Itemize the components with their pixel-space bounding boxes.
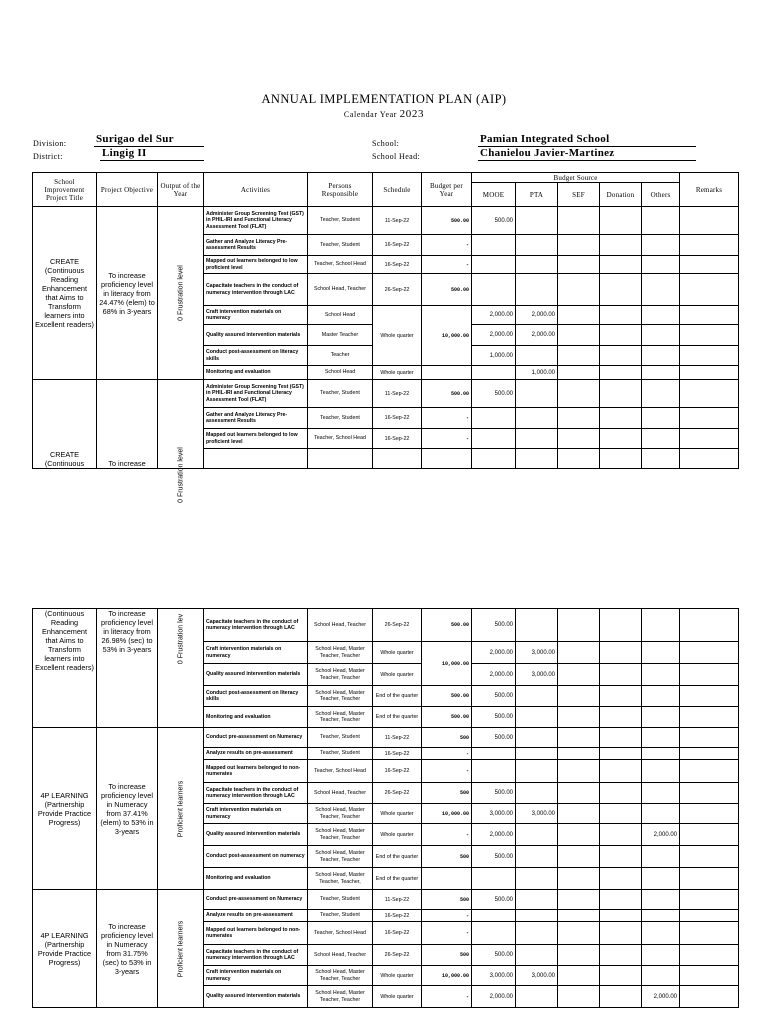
budget: 500.00 (422, 686, 472, 707)
project-output (158, 890, 204, 1008)
output-text: 0 Frustration level (177, 447, 184, 503)
persons: School Head, Teacher (308, 274, 373, 306)
schedule: 16-Sep-22 (373, 429, 422, 449)
budget: - (422, 760, 472, 783)
project-output (158, 380, 204, 503)
budget: 500.00 (422, 274, 472, 306)
project-title: 4P LEARNING (Partnership Provide Practice Progress) (33, 890, 97, 1008)
pta (516, 207, 558, 235)
table-row (33, 890, 739, 910)
pta (516, 824, 558, 846)
budget: - (422, 429, 472, 449)
pta: 3,000.00 (516, 664, 558, 686)
activity: Conduct pre-assessment on Numeracy (204, 728, 308, 748)
budget: 10,000.00 (422, 804, 472, 824)
col-remarks: Remarks (680, 173, 739, 207)
others (642, 890, 680, 910)
col-output: Output of the Year (158, 173, 204, 207)
mooe (472, 366, 516, 380)
schedule: 16-Sep-22 (373, 256, 422, 274)
school-label: School: (372, 139, 400, 148)
mooe: 500.00 (472, 945, 516, 966)
col-budget: Budget per Year (422, 173, 472, 207)
mooe (472, 748, 516, 760)
pta (516, 609, 558, 642)
persons: School Head, Master Teacher, Teacher (308, 824, 373, 846)
mooe: 500.00 (472, 783, 516, 804)
budget: - (422, 910, 472, 922)
schedule: 11-Sep-22 (373, 890, 422, 910)
col-persons: Persons Responsible (308, 173, 373, 207)
others (642, 760, 680, 783)
budget: 500 (422, 783, 472, 804)
activity: Craft intervention materials on numeracy (204, 306, 308, 325)
mooe: 3,000.00 (472, 966, 516, 986)
pta (516, 274, 558, 306)
schedule: 11-Sep-22 (373, 728, 422, 748)
persons: School Head, Master Teacher, Teacher (308, 846, 373, 868)
output-text: 0 Frustration lev (177, 613, 184, 665)
mooe (472, 868, 516, 890)
document-title: ANNUAL IMPLEMENTATION PLAN (AIP) (261, 92, 507, 106)
division-value: Surigao del Sur (94, 133, 204, 147)
budget: 10,000.00 (422, 642, 472, 686)
persons: Teacher, Student (308, 235, 373, 256)
page-1 (0, 0, 768, 503)
pta: 2,000.00 (516, 306, 558, 325)
pta (516, 846, 558, 868)
district-value: Lingig II (100, 147, 204, 161)
col-donation: Donation (600, 183, 642, 207)
persons: Teacher (308, 346, 373, 366)
table-row (33, 380, 739, 408)
activity: Mapped out learners belonged to low proficient level (204, 429, 308, 449)
mooe: 500.00 (472, 846, 516, 868)
pta (516, 748, 558, 760)
schedule: End of the quarter (373, 846, 422, 868)
schedule: 11-Sep-22 (373, 207, 422, 235)
persons: Teacher, Student (308, 408, 373, 429)
budget (422, 868, 472, 890)
budget: 500.00 (422, 380, 472, 408)
schedule: End of the quarter (373, 868, 422, 890)
budget: 500 (422, 890, 472, 910)
pta (516, 910, 558, 922)
project-title: 4P LEARNING (Partnership Provide Practice Progress) (33, 728, 97, 890)
mooe: 2,000.00 (472, 642, 516, 664)
calendar-year-line (0, 108, 768, 120)
school-value: Pamian Integrated School (478, 133, 696, 147)
others (642, 945, 680, 966)
budget: 10,000.00 (422, 966, 472, 986)
persons: School Head, Master Teacher, Teacher (308, 966, 373, 986)
col-objective: Project Objective (97, 173, 158, 207)
others (642, 846, 680, 868)
activity: Capacitate teachers in the conduct of numeracy intervention through LAC (204, 609, 308, 642)
schedule: 16-Sep-22 (373, 910, 422, 922)
schedule: Whole quarter (373, 986, 422, 1008)
mooe: 500.00 (472, 890, 516, 910)
output-text: Proficient learners (177, 920, 184, 977)
persons: School Head, Master Teacher, Teacher (308, 707, 373, 728)
activity: Conduct pre-assessment on Numeracy (204, 890, 308, 910)
budget: 500.00 (422, 707, 472, 728)
activity: Monitoring and evaluation (204, 366, 308, 380)
activity: Analyze results on pre-assessment (204, 910, 308, 922)
activity: Mapped out learners belonged to non-numerates (204, 922, 308, 945)
others (642, 868, 680, 890)
pta (516, 890, 558, 910)
others (642, 783, 680, 804)
project-output (158, 609, 204, 728)
project-title: CREATE (Continuous (33, 380, 97, 469)
mooe: 3,000.00 (472, 804, 516, 824)
schedule: 16-Sep-22 (373, 748, 422, 760)
aip-table-page1 (32, 172, 739, 503)
col-others: Others (642, 183, 680, 207)
pta: 3,000.00 (516, 642, 558, 664)
others: 2,000.00 (642, 986, 680, 1008)
pta: 3,000.00 (516, 966, 558, 986)
persons: Teacher, Student (308, 380, 373, 408)
activity: Gather and Analyze Literacy Pre-assessment Results (204, 235, 308, 256)
mooe: 2,000.00 (472, 306, 516, 325)
mooe: 1,000.00 (472, 346, 516, 366)
mooe: 2,000.00 (472, 664, 516, 686)
project-title: CREATE (Continuous Reading Enhancement that Aims to Transform learners into Excellent readers) (33, 207, 97, 380)
project-objective: To increase (97, 380, 158, 469)
mooe: 500.00 (472, 686, 516, 707)
project-output (158, 728, 204, 890)
district-label: District: (33, 152, 63, 161)
mooe: 2,000.00 (472, 824, 516, 846)
calendar-label: Calendar Year (343, 110, 398, 119)
output-text: 0 Frustration level (177, 265, 184, 321)
mooe: 2,000.00 (472, 325, 516, 346)
activity: Conduct post-assessment on numeracy (204, 846, 308, 868)
mooe (472, 760, 516, 783)
schedule: 16-Sep-22 (373, 408, 422, 429)
pta: 3,000.00 (516, 804, 558, 824)
schedule: 26-Sep-22 (373, 274, 422, 306)
persons: Teacher, School Head (308, 429, 373, 449)
activity: Mapped out learners belonged to non-numerates (204, 760, 308, 783)
budget: - (422, 748, 472, 760)
activity: Monitoring and evaluation (204, 707, 308, 728)
pta (516, 346, 558, 366)
persons: School Head, Teacher (308, 783, 373, 804)
schedule: End of the quarter (373, 707, 422, 728)
activity: Craft intervention materials on numeracy (204, 966, 308, 986)
pta (516, 783, 558, 804)
mooe: 500.00 (472, 380, 516, 408)
col-project-title: School Improvement Project Title (33, 173, 97, 207)
activity: Gather and Analyze Literacy Pre-assessment Results (204, 408, 308, 429)
pta (516, 235, 558, 256)
persons: School Head, Master Teacher, Teacher, (308, 868, 373, 890)
persons: Teacher, School Head (308, 760, 373, 783)
others (642, 910, 680, 922)
project-title: (Continuous Reading Enhancement that Aims to Transform learners into Excellent readers) (33, 609, 97, 728)
col-schedule: Schedule (373, 173, 422, 207)
mooe: 500.00 (472, 728, 516, 748)
output-text: Proficient learners (177, 780, 184, 837)
persons: Teacher, School Head (308, 256, 373, 274)
page-2 (0, 610, 768, 1024)
activity: Craft intervention materials on numeracy (204, 642, 308, 664)
persons: Teacher, Student (308, 728, 373, 748)
mooe (472, 408, 516, 429)
mooe (472, 274, 516, 306)
col-budget-source: Budget Source (472, 173, 680, 183)
activity: Administer Group Screening Test (GST) in PHIL-IRI and Functional Literacy Assessment Tool (FLAT) (204, 207, 308, 235)
activity: Craft intervention materials on numeracy (204, 804, 308, 824)
project-objective: To increase proficiency level in literacy from 26.98% (sec) to 53% in 3-years (97, 609, 158, 728)
table-row (33, 728, 739, 748)
col-sef: SEF (558, 183, 600, 207)
activity: Quality assured intervention materials (204, 325, 308, 346)
budget: - (422, 408, 472, 429)
pta (516, 945, 558, 966)
pta (516, 728, 558, 748)
schedule: 16-Sep-22 (373, 760, 422, 783)
mooe: 500.00 (472, 207, 516, 235)
persons: School Head, Teacher (308, 609, 373, 642)
aip-table-page2 (32, 608, 739, 1008)
division-label: Division: (33, 139, 67, 148)
schedule: Whole quarter (373, 366, 422, 380)
activity: Conduct post-assessment on literacy skills (204, 346, 308, 366)
pta (516, 922, 558, 945)
budget: - (422, 922, 472, 945)
others (642, 728, 680, 748)
schedule: End of the quarter (373, 686, 422, 707)
mooe: 500.00 (472, 609, 516, 642)
mooe: 500.00 (472, 707, 516, 728)
schedule: Whole quarter (373, 966, 422, 986)
school-head-label: School Head: (372, 152, 421, 161)
budget: - (422, 986, 472, 1008)
others: 2,000.00 (642, 824, 680, 846)
schedule: Whole quarter (373, 824, 422, 846)
pta (516, 868, 558, 890)
persons: School Head, Master Teacher, Teacher (308, 642, 373, 664)
persons: School Head (308, 366, 373, 380)
activity: Quality assured intervention materials (204, 986, 308, 1008)
persons: Teacher, Student (308, 910, 373, 922)
persons: Teacher, School Head (308, 922, 373, 945)
schedule: 11-Sep-22 (373, 380, 422, 408)
activity: Monitoring and evaluation (204, 868, 308, 890)
schedule: Whole quarter (373, 804, 422, 824)
activity: Administer Group Screening Test (GST) in PHIL-IRI and Functional Literacy Assessment Tool (FLAT) (204, 380, 308, 408)
budget: - (422, 235, 472, 256)
activity: Mapped out learners belonged to low proficient level (204, 256, 308, 274)
activity: Capacitate teachers in the conduct of numeracy intervention through LAC (204, 945, 308, 966)
persons: School Head, Master Teacher, Teacher (308, 686, 373, 707)
budget: 500.00 (422, 609, 472, 642)
schedule: Whole quarter (373, 642, 422, 664)
col-activities: Activities (204, 173, 308, 207)
activity: Analyze results on pre-assessment (204, 748, 308, 760)
activity: Quality assured intervention materials (204, 824, 308, 846)
mooe (472, 429, 516, 449)
calendar-year: 2023 (399, 108, 425, 120)
pta (516, 986, 558, 1008)
persons: School Head (308, 306, 373, 325)
persons: School Head, Master Teacher, Teacher (308, 804, 373, 824)
col-pta: PTA (516, 183, 558, 207)
persons: Teacher, Student (308, 748, 373, 760)
pta (516, 760, 558, 783)
table-row (33, 207, 739, 235)
schedule: 26-Sep-22 (373, 945, 422, 966)
project-objective: To increase proficiency level in literacy from 24.47% (elem) to 68% in 3-years (97, 207, 158, 380)
budget: 500 (422, 846, 472, 868)
persons: Master Teacher (308, 325, 373, 346)
schedule: 26-Sep-22 (373, 609, 422, 642)
activity: Capacitate teachers in the conduct of numeracy intervention through LAC (204, 783, 308, 804)
project-objective: To increase proficiency level in Numeracy from 31.75% (sec) to 53% in 3-years (97, 890, 158, 1008)
activity: Conduct post-assessment on literacy skills (204, 686, 308, 707)
budget: 500 (422, 728, 472, 748)
project-output (158, 207, 204, 380)
persons: School Head, Master Teacher, Teacher (308, 664, 373, 686)
persons: School Head, Teacher (308, 945, 373, 966)
col-mooe: MOOE (472, 183, 516, 207)
school-head-value: Chanielou Javier-Martinez (478, 147, 696, 161)
pta: 1,000.00 (516, 366, 558, 380)
pta (516, 686, 558, 707)
mooe (472, 922, 516, 945)
others (642, 922, 680, 945)
pta (516, 256, 558, 274)
budget: 500 (422, 945, 472, 966)
others (642, 748, 680, 760)
schedule: Whole quarter (373, 306, 422, 366)
activity: Quality assured intervention materials (204, 664, 308, 686)
mooe (472, 910, 516, 922)
mooe (472, 235, 516, 256)
project-objective: To increase proficiency level in Numeracy from 37.41% (elem) to 53% in 3-years (97, 728, 158, 890)
mooe (472, 256, 516, 274)
persons: Teacher, Student (308, 207, 373, 235)
schedule: 16-Sep-22 (373, 235, 422, 256)
persons: School Head, Master Teacher, Teacher (308, 986, 373, 1008)
persons: Teacher, Student (308, 890, 373, 910)
budget (422, 366, 472, 380)
budget: 10,000.00 (422, 306, 472, 366)
pta: 2,000.00 (516, 325, 558, 346)
others (642, 804, 680, 824)
activity: Capacitate teachers in the conduct of numeracy intervention through LAC (204, 274, 308, 306)
schedule: 26-Sep-22 (373, 783, 422, 804)
others (642, 966, 680, 986)
pta (516, 707, 558, 728)
schedule: Whole quarter (373, 664, 422, 686)
budget: - (422, 824, 472, 846)
budget: - (422, 256, 472, 274)
mooe: 2,000.00 (472, 986, 516, 1008)
budget: 500.00 (422, 207, 472, 235)
table-row (33, 609, 739, 642)
schedule: 16-Sep-22 (373, 922, 422, 945)
